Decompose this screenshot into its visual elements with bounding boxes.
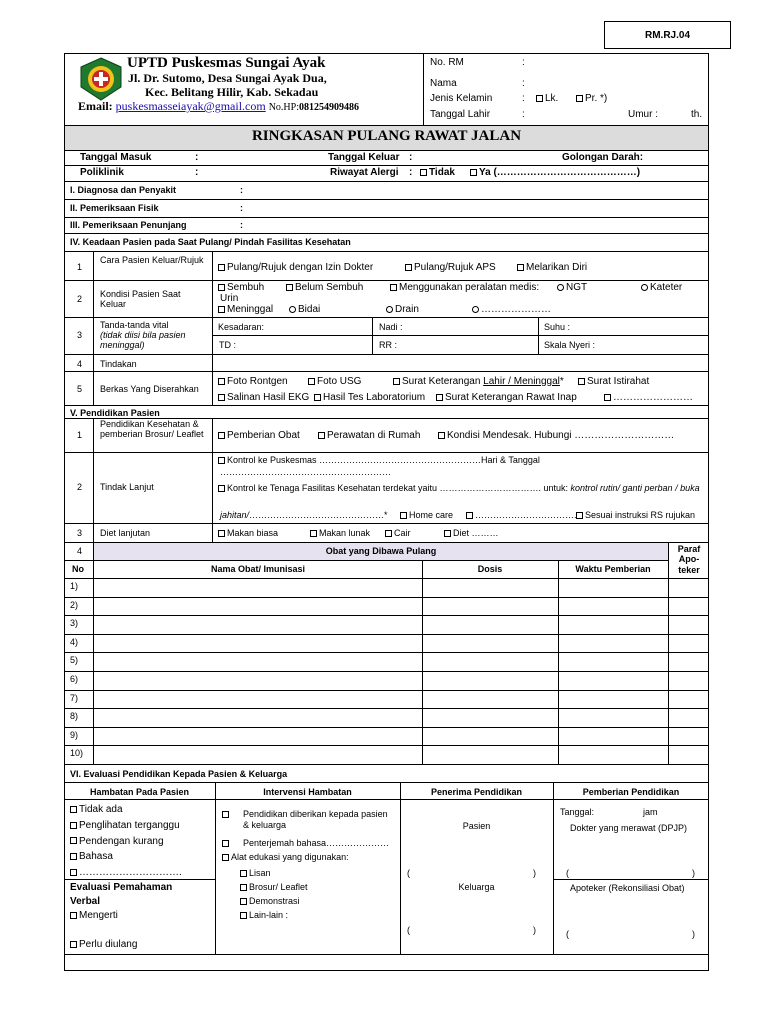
kontrol-faskes-checkbox[interactable] <box>218 485 225 492</box>
home-care-checkbox[interactable] <box>400 512 407 519</box>
lahir-meninggal-label: Lahir / Meninggal <box>483 376 560 387</box>
iv-row2-label: Kondisi Pasien Saat Keluar <box>100 289 181 309</box>
makan-biasa-checkbox[interactable] <box>218 530 225 537</box>
pemberian-header: Pemberian Pendidikan <box>582 787 680 797</box>
bahasa-checkbox[interactable] <box>70 853 77 860</box>
hambatan-other-dots: …………………………. <box>79 867 182 879</box>
brosur-label: Brosur/ Leaflet <box>249 882 308 892</box>
tanggal-lahir-label: Tanggal Lahir <box>430 109 491 120</box>
pr-checkbox[interactable] <box>576 95 583 102</box>
intervensi-pendidikan-checkbox[interactable] <box>222 811 229 818</box>
pemberian-obat-label: Pemberian Obat <box>227 430 300 441</box>
alergi-tidak-label: Tidak <box>429 167 455 178</box>
alat-medis-checkbox[interactable] <box>390 284 397 291</box>
kontrol-pkm-checkbox[interactable] <box>218 457 225 464</box>
sembuh-label: Sembuh <box>227 282 265 293</box>
address-line-2: Kec. Belitang Hilir, Kab. Sekadau <box>145 85 319 99</box>
diet-other-checkbox[interactable] <box>444 530 451 537</box>
iv-row4-no: 4 <box>77 359 83 369</box>
obat-row-number: 7) <box>70 692 79 703</box>
lk-checkbox[interactable] <box>536 95 543 102</box>
penglihatan-label: Penglihatan terganggu <box>79 819 180 831</box>
dpjp-label: Dokter yang merawat (DPJP) <box>570 823 688 833</box>
tidak-ada-label: Tidak ada <box>79 804 123 815</box>
tk-colon: : <box>409 152 413 163</box>
berkas-label: Berkas Yang Diserahkan <box>100 384 199 394</box>
form-title: RINGKASAN PULANG RAWAT JALAN <box>251 128 522 144</box>
dpjp-sign-open: ( <box>566 868 569 878</box>
tanggal-label: Tanggal: <box>560 807 595 817</box>
table-row-divider <box>64 727 709 728</box>
hambatan-header: Hambatan Pada Pasien <box>89 787 190 797</box>
kontrol-pkm-dots: ………………………………………………… <box>220 467 391 477</box>
bidai-radio[interactable] <box>289 306 296 313</box>
belum-sembuh-checkbox[interactable] <box>286 284 293 291</box>
iv-row1-no: 1 <box>77 262 83 272</box>
jk-colon: : <box>522 93 525 104</box>
s1-colon: : <box>240 185 243 195</box>
section-i-title: I. Diagnosa dan Penyakit <box>70 185 177 195</box>
penerima-keluarga-label: Keluarga <box>458 882 495 892</box>
section-iv-title: IV. Keadaan Pasien pada Saat Pulang/ Pindah Fasilitas Kesehatan <box>70 237 351 247</box>
v-row1-no: 1 <box>77 430 83 440</box>
table-row-divider <box>64 671 709 672</box>
intervensi-header: Intervensi Hambatan <box>263 787 352 797</box>
col-waktu-header: Waktu Pemberian <box>575 564 651 574</box>
izin-dokter-checkbox[interactable] <box>218 264 225 271</box>
demonstrasi-label: Demonstrasi <box>249 896 300 906</box>
v-row3-no: 3 <box>77 528 83 538</box>
ngt-label: NGT <box>566 282 588 293</box>
perawatan-rumah-label: Perawatan di Rumah <box>327 430 421 441</box>
ttv-note: (tidak diisi bila pasien meninggal) <box>100 330 186 350</box>
th-label: th. <box>691 109 703 120</box>
ngt-radio[interactable] <box>557 284 564 291</box>
phone-label: No.HP: <box>268 102 299 113</box>
obat-row-number: 8) <box>70 711 79 722</box>
lain-lain-label: Lain-lain : <box>249 910 289 920</box>
obat-row-number: 1) <box>70 581 79 591</box>
table-row-divider <box>64 708 709 709</box>
phone-number: 081254909486 <box>299 102 359 113</box>
bidai-label: Bidai <box>298 304 321 315</box>
obat-row-number: 2) <box>70 599 79 610</box>
apoteker-sign-open: ( <box>566 929 569 939</box>
mengerti-label: Mengerti <box>79 910 118 921</box>
bahasa-label: Bahasa <box>79 851 113 863</box>
no-rm-label: No. RM <box>430 57 464 68</box>
pr-label: Pr. *) <box>585 93 608 104</box>
org-name: UPTD Puskesmas Sungai Ayak <box>127 55 326 71</box>
tindak-lanjut-label: Tindak Lanjut <box>100 482 154 492</box>
tl-colon: : <box>522 109 525 120</box>
kontrol-rutin-label: kontrol rutin/ ganti perban / buka <box>570 483 700 493</box>
dpjp-sign-close: ) <box>692 868 695 878</box>
kesadaran-label: Kesadaran: <box>218 322 265 332</box>
penterjemah-checkbox[interactable] <box>222 840 229 847</box>
alergi-ya-label: Ya (……………………………………) <box>479 167 641 178</box>
obat-title: Obat yang Dibawa Pulang <box>325 546 437 556</box>
hambatan-other-checkbox[interactable] <box>70 869 77 876</box>
perlu-diulang-checkbox[interactable] <box>70 941 77 948</box>
rr-label: RR : <box>379 340 397 350</box>
penglihatan-checkbox[interactable] <box>70 822 77 829</box>
penterjemah-label: Penterjemah bahasa………………… <box>243 838 390 848</box>
makan-lunak-label: Makan lunak <box>319 528 371 538</box>
kateter-label: Kateter <box>650 282 683 293</box>
alergi-tidak-checkbox[interactable] <box>420 169 427 176</box>
kondisi-mendesak-label: Kondisi Mendesak. Hubungi ………………………… <box>447 430 675 441</box>
sembuh-checkbox[interactable] <box>218 284 225 291</box>
drain-radio[interactable] <box>386 306 393 313</box>
jahitan-label: jahitan/ <box>220 510 250 520</box>
other-device-radio[interactable] <box>472 306 479 313</box>
apoteker-label: Apoteker (Rekonsiliasi Obat) <box>570 883 685 893</box>
section-ii-title: II. Pemeriksaan Fisik <box>70 203 159 213</box>
col-nama-obat-header: Nama Obat/ Imunisasi <box>210 564 306 574</box>
home-care-other-checkbox[interactable] <box>466 512 473 519</box>
kontrol-faskes-label: Kontrol ke Tenaga Fasilitas Kesehatan terdekat yaitu ……………………………. untuk: <box>227 483 568 493</box>
penerima-pasien-label: Pasien <box>462 821 491 831</box>
rontgen-checkbox[interactable] <box>218 378 225 385</box>
ttv-label: Tanda-tanda vital <box>100 320 169 330</box>
alat-edukasi-checkbox[interactable] <box>222 854 229 861</box>
pendengaran-checkbox[interactable] <box>70 837 77 844</box>
tindakan-label: Tindakan <box>100 359 137 369</box>
ra-colon: : <box>409 167 413 178</box>
table-row-divider <box>64 615 709 616</box>
table-row-divider <box>64 690 709 691</box>
skala-nyeri-label: Skala Nyeri : <box>544 340 596 350</box>
brosur-checkbox[interactable] <box>240 884 247 891</box>
drain-label: Drain <box>395 304 419 315</box>
home-care-dots: ……………………………. <box>475 510 577 520</box>
rawat-inap-label: Surat Keterangan Rawat Inap <box>445 392 577 403</box>
riwayat-alergi-label: Riwayat Alergi <box>330 167 399 178</box>
alat-edukasi-list <box>240 866 308 922</box>
aps-checkbox[interactable] <box>405 264 412 271</box>
star-mark: * <box>559 376 564 387</box>
iv-row3-no: 3 <box>77 330 83 340</box>
jenis-kelamin-label: Jenis Kelamin <box>430 93 493 104</box>
belum-sembuh-label: Belum Sembuh <box>295 282 364 293</box>
obat-row-number: 4) <box>70 636 79 647</box>
surat-istirahat-label: Surat Istirahat <box>587 376 650 387</box>
s3-colon: : <box>240 220 243 230</box>
tanggal-masuk-label: Tanggal Masuk <box>80 152 152 163</box>
other-berkas-dots: …………………… <box>613 392 693 403</box>
izin-dokter-label: Pulang/Rujuk dengan Izin Dokter <box>227 262 374 273</box>
tm-colon: : <box>195 152 199 163</box>
tidak-ada-checkbox[interactable] <box>70 806 77 813</box>
makan-lunak-checkbox[interactable] <box>310 530 317 537</box>
td-label: TD : <box>219 340 236 350</box>
kontrol-pkm-label: Kontrol ke Puskesmas ………………………………………………Hari & Tanggal <box>227 455 540 465</box>
email-label: Email: <box>78 99 113 113</box>
section-v-title: V. Pendidikan Pasien <box>70 408 160 418</box>
poliklinik-label: Poliklinik <box>80 167 124 178</box>
obat-row-no: 4 <box>77 546 83 556</box>
suhu-label: Suhu : <box>544 322 571 332</box>
keluarga-sign-close: ) <box>533 925 536 935</box>
nama-colon: : <box>522 78 525 89</box>
email-link[interactable]: puskesmasseiayak@gmail.com <box>115 99 266 113</box>
s2-colon: : <box>240 203 243 213</box>
other-berkas-checkbox[interactable] <box>604 394 611 401</box>
paraf-apoteker-header: Paraf Apo-teker <box>677 544 701 575</box>
tanggal-keluar-label: Tanggal Keluar <box>328 152 400 163</box>
pasien-sign-close: ) <box>533 868 536 878</box>
v-row1-label: Pendidikan Kesehatan & pemberian Brosur/ Leaflet <box>100 419 204 439</box>
rawat-inap-checkbox[interactable] <box>436 394 443 401</box>
pendengaran-label: Pendengan kurang <box>79 835 164 847</box>
cair-label: Cair <box>394 528 411 538</box>
nama-label: Nama <box>430 78 457 89</box>
obat-row-number: 10) <box>70 748 84 759</box>
table-row-divider <box>64 634 709 635</box>
table-row-divider <box>64 652 709 653</box>
intervensi-pendidikan-label: Pendidikan diberikan kepada pasien & keluarga <box>243 809 388 830</box>
urin-label: Urin <box>220 293 239 304</box>
meninggal-checkbox[interactable] <box>218 306 225 313</box>
puskesmas-logo-icon <box>79 57 123 101</box>
poli-colon: : <box>195 167 199 178</box>
usg-checkbox[interactable] <box>308 378 315 385</box>
aps-label: Pulang/Rujuk APS <box>414 262 496 273</box>
demonstrasi-checkbox[interactable] <box>240 898 247 905</box>
iv-row1-label: Cara Pasien Keluar/Rujuk <box>100 255 204 265</box>
alat-medis-label: Menggunakan peralatan medis: <box>399 282 540 293</box>
lab-label: Hasil Tes Laboratorium <box>323 392 426 403</box>
surat-ket-checkbox[interactable] <box>393 378 400 385</box>
col-dosis-header: Dosis <box>477 564 503 574</box>
perawatan-rumah-checkbox[interactable] <box>318 432 325 439</box>
melarikan-checkbox[interactable] <box>517 264 524 271</box>
v-row2-no: 2 <box>77 482 83 492</box>
lisan-checkbox[interactable] <box>240 870 247 877</box>
mengerti-checkbox[interactable] <box>70 912 77 919</box>
surat-ket-label: Surat Keterangan <box>402 376 481 387</box>
alergi-ya-checkbox[interactable] <box>470 169 477 176</box>
kondisi-mendesak-checkbox[interactable] <box>438 432 445 439</box>
obat-row-number: 3) <box>70 618 79 629</box>
makan-biasa-label: Makan biasa <box>227 528 279 538</box>
other-device-dots: ………………… <box>481 304 551 315</box>
pasien-sign-open: ( <box>407 868 410 878</box>
perlu-diulang-label: Perlu diulang <box>79 939 138 950</box>
table-row-divider <box>64 745 709 746</box>
hambatan-list <box>70 802 182 881</box>
apoteker-sign-close: ) <box>692 929 695 939</box>
iv-row2-no: 2 <box>77 294 83 304</box>
col-no-header: No <box>72 564 84 574</box>
sesuai-rs-label: Sesuai instruksi RS rujukan <box>585 510 696 520</box>
address-line-1: Jl. Dr. Sutomo, Desa Sungai Ayak Dua, <box>128 71 327 85</box>
ekg-label: Salinan Hasil EKG <box>227 392 310 403</box>
eval-title: Evaluasi Pemahaman Verbal <box>70 882 173 907</box>
obat-row-number: 6) <box>70 674 79 684</box>
umur-label: Umur : <box>628 109 658 120</box>
keluarga-sign-open: ( <box>407 925 410 935</box>
lisan-label: Lisan <box>249 868 271 878</box>
penerima-header: Penerima Pendidikan <box>430 787 523 797</box>
obat-row-number: 5) <box>70 655 79 666</box>
alat-edukasi-label: Alat edukasi yang digunakan: <box>231 852 349 862</box>
kateter-radio[interactable] <box>641 284 648 291</box>
no-rm-colon: : <box>522 57 525 68</box>
home-care-label: Home care <box>409 510 454 520</box>
iv-row5-no: 5 <box>77 384 83 394</box>
table-row-divider <box>64 597 709 598</box>
section-vi-title: VI. Evaluasi Pendidikan Kepada Pasien & Keluarga <box>70 769 288 779</box>
lab-checkbox[interactable] <box>314 394 321 401</box>
golongan-darah-label: Golongan Darah: <box>562 152 644 163</box>
form-code: RM.RJ.04 <box>604 21 731 49</box>
surat-istirahat-checkbox[interactable] <box>578 378 585 385</box>
section-iii-title: III. Pemeriksaan Penunjang <box>70 220 187 230</box>
rontgen-label: Foto Rontgen <box>227 376 288 387</box>
melarikan-label: Melarikan Diri <box>526 262 588 273</box>
meninggal-label: Meninggal <box>227 304 274 315</box>
ekg-checkbox[interactable] <box>218 394 225 401</box>
pemberian-obat-checkbox[interactable] <box>218 432 225 439</box>
jam-label: jam <box>643 807 658 817</box>
jahitan-dots: ………………………………………* <box>249 510 388 520</box>
sesuai-rs-checkbox[interactable] <box>576 512 583 519</box>
lain-lain-checkbox[interactable] <box>240 912 247 919</box>
diet-label: Diet lanjutan <box>100 528 151 538</box>
lk-label: Lk. <box>545 93 559 104</box>
cair-checkbox[interactable] <box>385 530 392 537</box>
usg-label: Foto USG <box>317 376 362 387</box>
nadi-label: Nadi : <box>379 322 403 332</box>
obat-row-number: 9) <box>70 729 79 740</box>
diet-other-label: Diet ……… <box>453 528 499 538</box>
